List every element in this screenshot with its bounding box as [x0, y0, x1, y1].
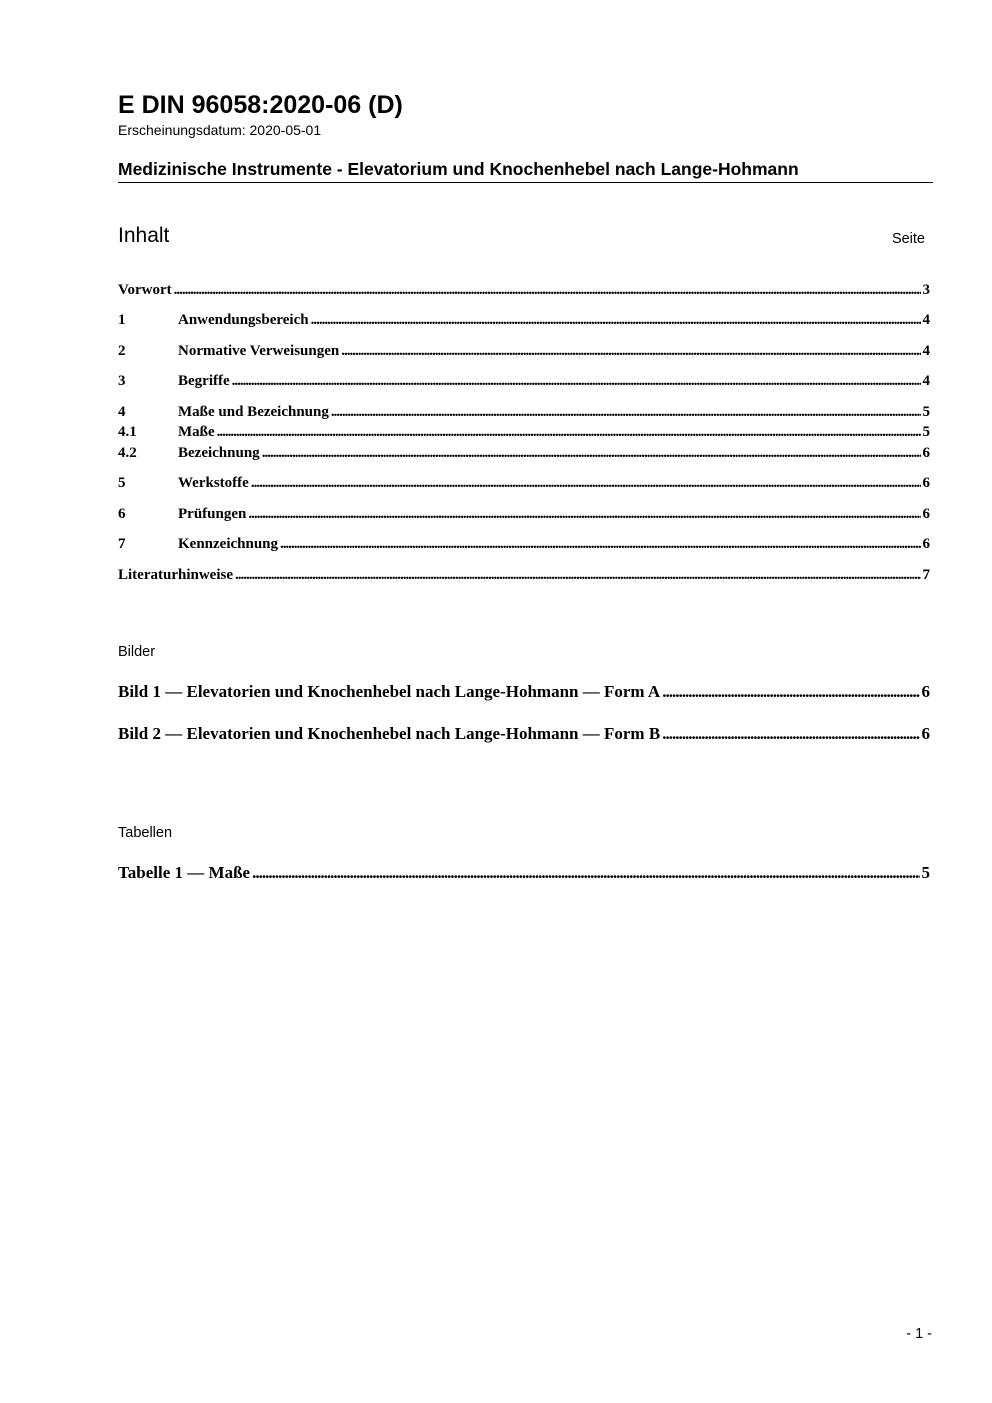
toc-leader-dots [262, 443, 921, 463]
toc-heading: Inhalt [118, 224, 170, 247]
page-number: - 1 - [906, 1326, 932, 1342]
document-id: E DIN 96058:2020-06 (D) [118, 91, 403, 119]
toc-entry-title: Begriffe [178, 373, 230, 389]
toc-entry-page: 6 [922, 506, 930, 522]
toc-leader-dots [662, 723, 919, 745]
toc-entry-page: 3 [922, 282, 930, 298]
toc-leader-dots [662, 681, 919, 703]
table-entry-page: 5 [921, 863, 930, 882]
toc-entry-masse[interactable] [118, 422, 930, 442]
toc-entry-title: Normative Verweisungen [178, 343, 340, 359]
document-title: Medizinische Instrumente - Elevatorium und Knochenhebel nach Lange-Hohmann [118, 158, 933, 183]
toc-entry-page: 6 [922, 536, 930, 552]
toc-entry-begriffe[interactable] [118, 371, 930, 391]
toc-entry-anwendungsbereich[interactable] [118, 310, 930, 330]
toc-entry-title: Vorwort [118, 282, 172, 298]
toc-entry-number: 2 [118, 343, 126, 359]
toc-leader-dots [252, 862, 919, 884]
toc-leader-dots [341, 341, 920, 361]
toc-entry-literaturhinweise[interactable] [118, 565, 930, 585]
figure-entry-page: 6 [921, 724, 930, 743]
toc-entry-kennzeichnung[interactable] [118, 534, 930, 554]
toc-entry-number: 5 [118, 475, 126, 491]
page-column-label: Seite [891, 231, 925, 247]
toc-entry-number: 7 [118, 536, 126, 552]
figure-entry-title: Bild 2 — Elevatorien und Knochenhebel nach Lange-Hohmann — Form B [118, 724, 661, 743]
toc-leader-dots [235, 565, 921, 585]
toc-leader-dots [251, 473, 921, 493]
toc-entry-title: Anwendungsbereich [178, 312, 309, 328]
toc-entry-number: 6 [118, 506, 126, 522]
toc-leader-dots [248, 504, 920, 524]
toc-entry-number: 4.1 [118, 424, 137, 440]
toc-leader-dots [174, 280, 921, 300]
toc-entry-page: 6 [922, 445, 930, 461]
toc-entry-vorwort[interactable] [118, 280, 930, 300]
figures-heading: Bilder [118, 644, 156, 660]
figure-entry-2[interactable] [118, 723, 930, 745]
table-entry-1[interactable] [118, 862, 930, 884]
toc-leader-dots [217, 422, 921, 442]
tables-heading: Tabellen [118, 825, 173, 841]
toc-entry-page: 5 [922, 424, 930, 440]
toc-leader-dots [280, 534, 920, 554]
toc-entry-title: Kennzeichnung [178, 536, 279, 552]
toc-entry-page: 7 [922, 567, 930, 583]
toc-leader-dots [331, 402, 921, 422]
toc-entry-pruefungen[interactable] [118, 504, 930, 524]
figure-entry-1[interactable] [118, 681, 930, 703]
toc-leader-dots [232, 371, 921, 391]
publication-date: Erscheinungsdatum: 2020-05-01 [118, 122, 322, 138]
table-entry-title: Tabelle 1 — Maße [118, 863, 251, 882]
toc-entry-number: 4 [118, 404, 126, 420]
toc-entry-title: Maße [178, 424, 215, 440]
toc-entry-werkstoffe[interactable] [118, 473, 930, 493]
toc-entry-title: Maße und Bezeichnung [178, 404, 329, 420]
toc-entry-title: Werkstoffe [178, 475, 249, 491]
toc-entry-page: 4 [922, 312, 930, 328]
toc-entry-title: Bezeichnung [178, 445, 260, 461]
toc-entry-normative-verweisungen[interactable] [118, 341, 930, 361]
toc-leader-dots [311, 310, 921, 330]
toc-entry-page: 6 [922, 475, 930, 491]
toc-entry-page: 4 [922, 343, 930, 359]
toc-entry-masse-und-bezeichnung[interactable] [118, 402, 930, 422]
toc-entry-page: 4 [922, 373, 930, 389]
toc-entry-title: Prüfungen [178, 506, 247, 522]
toc-entry-number: 1 [118, 312, 126, 328]
toc-entry-page: 5 [922, 404, 930, 420]
figure-entry-title: Bild 1 — Elevatorien und Knochenhebel nach Lange-Hohmann — Form A [118, 682, 661, 701]
toc-entry-bezeichnung[interactable] [118, 443, 930, 463]
toc-entry-title: Literaturhinweise [118, 567, 233, 583]
toc-entry-number: 4.2 [118, 445, 137, 461]
toc-entry-number: 3 [118, 373, 126, 389]
figure-entry-page: 6 [921, 682, 930, 701]
